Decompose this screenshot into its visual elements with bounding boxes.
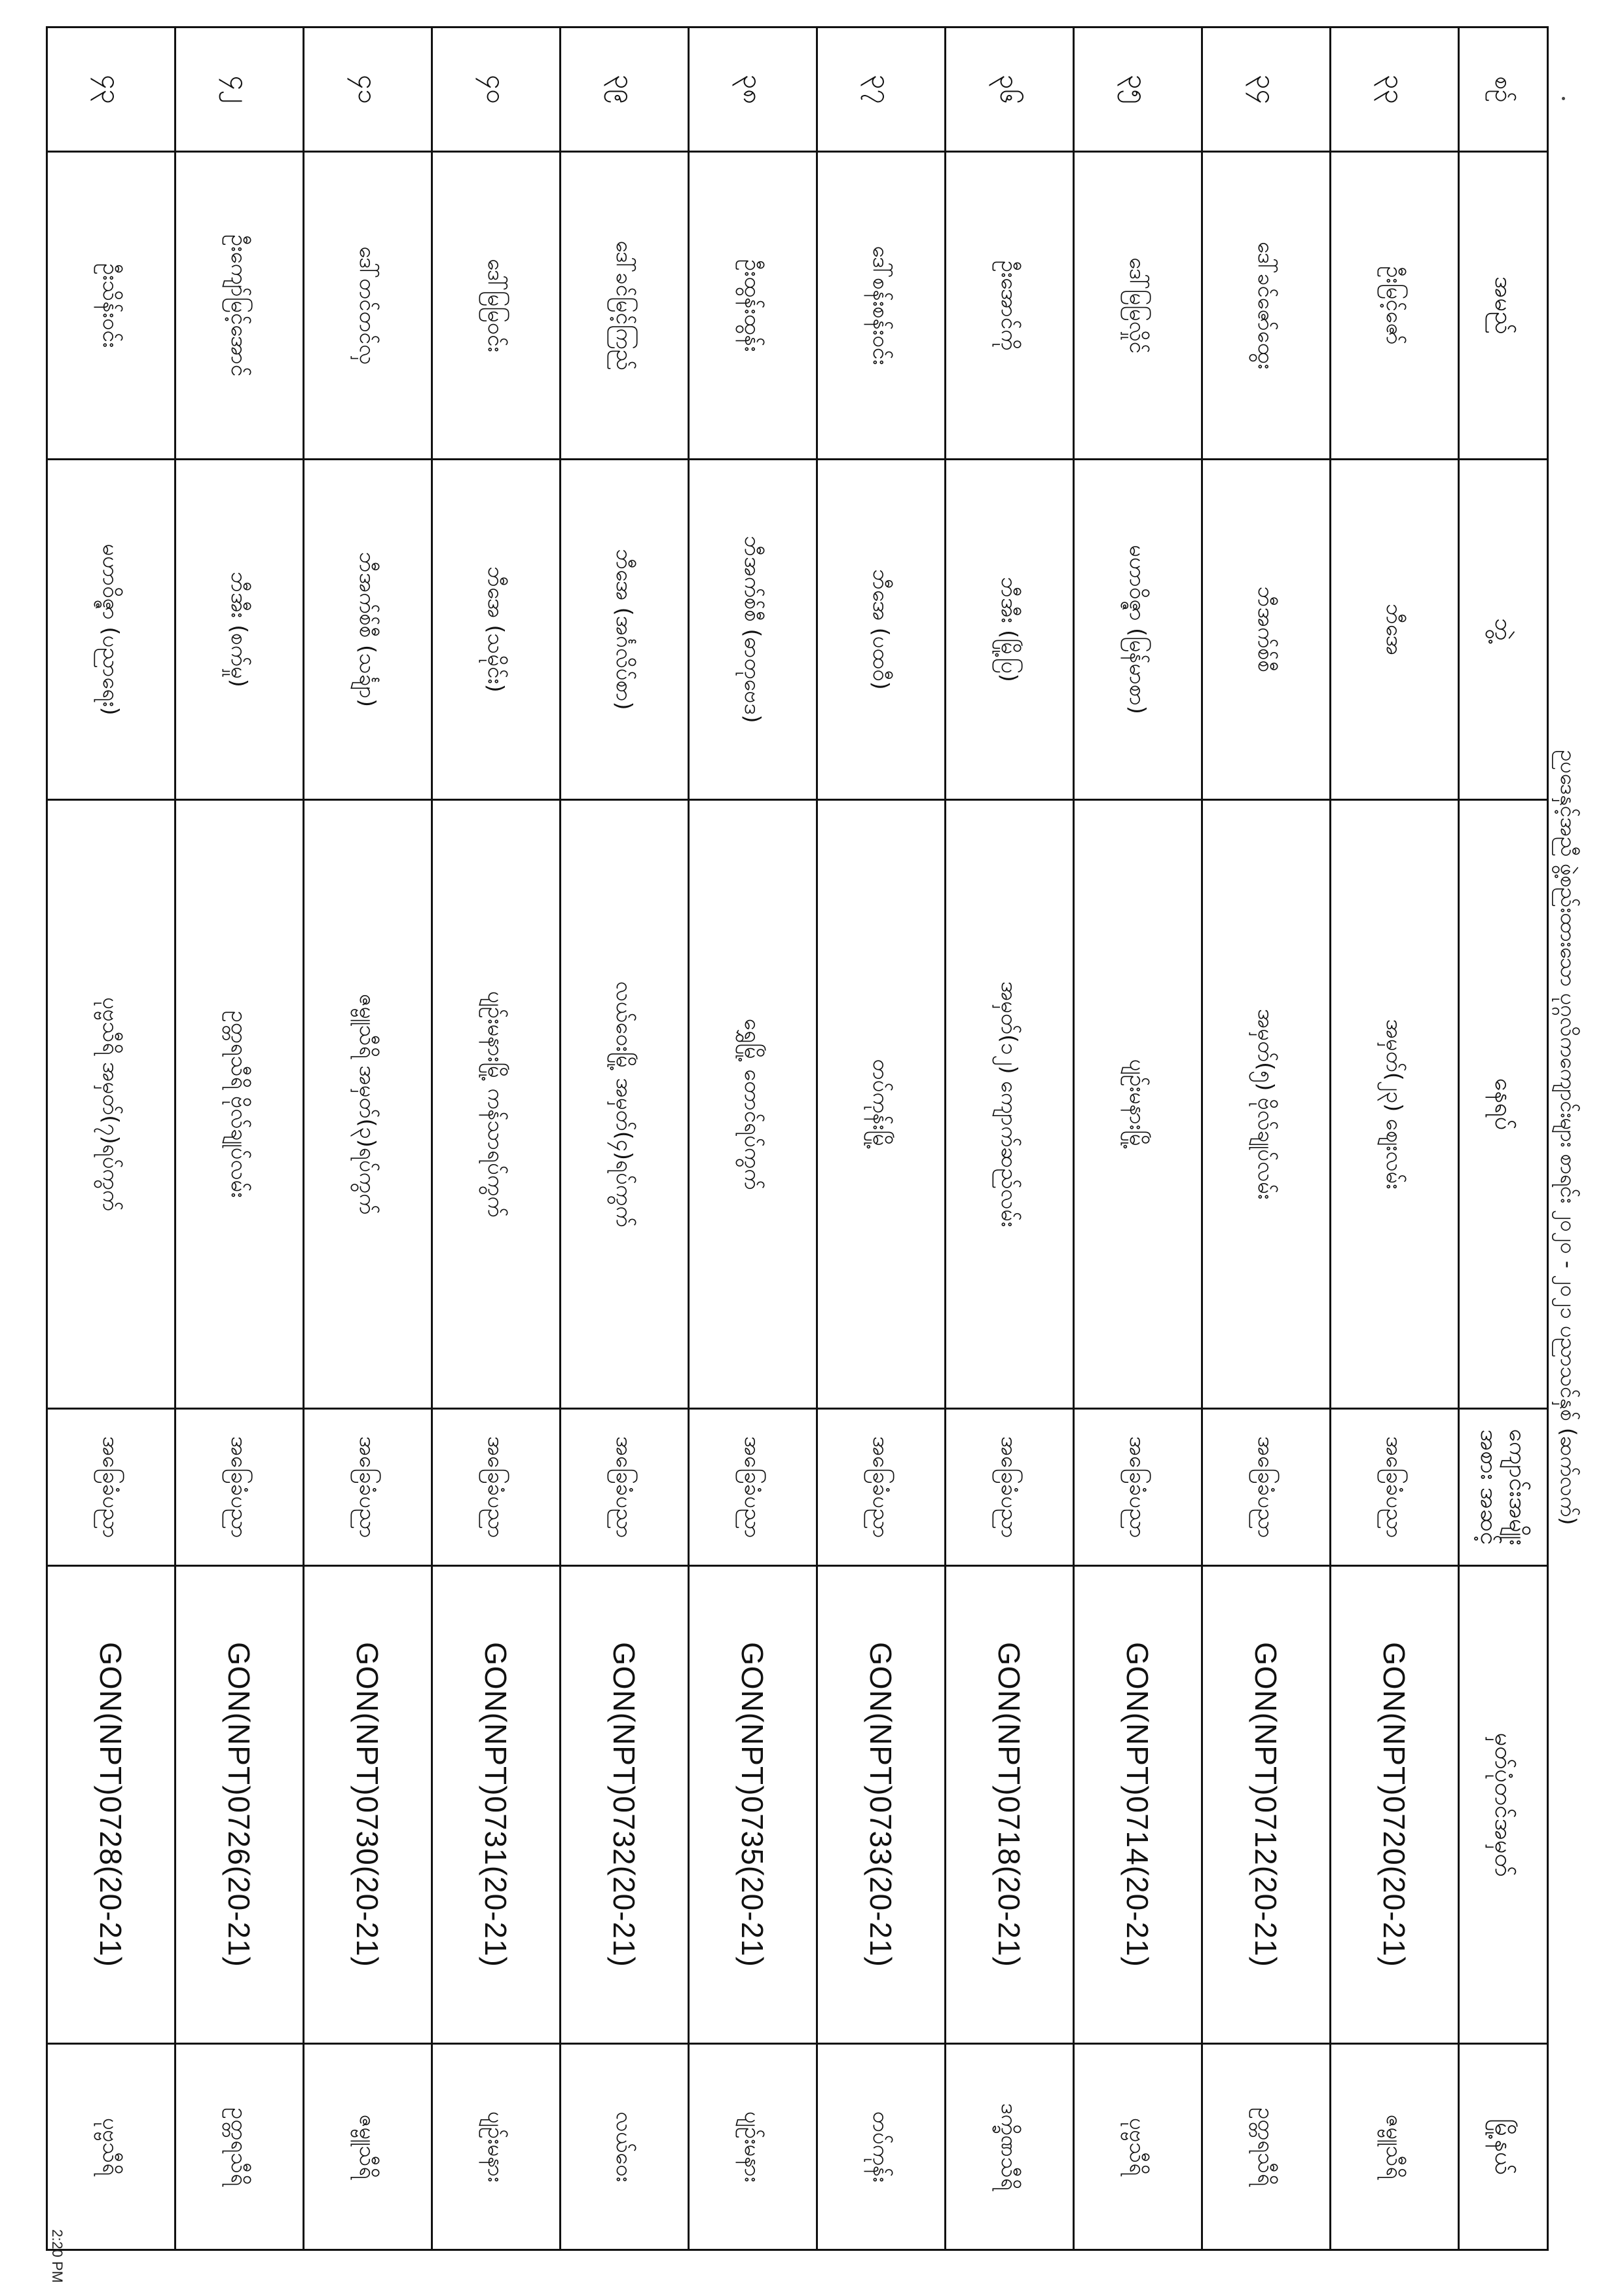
row-number: ၃၆ (946, 27, 1074, 152)
table-row (1202, 27, 1331, 2250)
header-address: နေရပ် (1459, 800, 1548, 1409)
school-address: ဇမ္ဗူသီရိ အမှတ်(၃)ရပ်ကွက် (304, 800, 432, 1409)
owner-degree: မဟာဝိဇ္ဇာ (ပညာရေး) (47, 460, 175, 800)
table-row (946, 27, 1074, 2250)
header-degree: ဘွဲ့ (1459, 460, 1548, 800)
township: ဒက္ခိဏသီရိ (946, 2044, 1074, 2250)
rotated-landscape-content (39, 26, 1588, 2249)
owner-degree: ဘီအီး (စက်မှု) (175, 460, 304, 800)
owner-name: ဒေါ်တင်တင်လှ (304, 152, 432, 460)
township: ပျဉ်းမနား (432, 2044, 561, 2250)
registration-code: GON(NPT)0731(20-21) (432, 1566, 561, 2044)
township: လယ်ဝေး (561, 2044, 689, 2250)
row-number: ၃၉ (561, 27, 689, 152)
school-grade: အခြေခံပညာ (561, 1409, 689, 1566)
township: တပ်ကုန်း (817, 2044, 946, 2250)
school-grade: အခြေခံပညာ (175, 1409, 304, 1566)
footer-timestamp: 2:20 PM (49, 2229, 65, 2283)
owner-name: ဒေါ်မြမြလှိုင် (1074, 152, 1202, 460)
owner-degree: ဘီအီး (မြို့ပြ) (946, 460, 1074, 800)
table-header-row (1459, 27, 1548, 2250)
table-row (304, 27, 432, 2250)
owner-degree: ဘီအေ (ပထဝီ) (817, 460, 946, 800)
township: ဇမ္ဗူသီရိ (1331, 2044, 1459, 2250)
row-number: ၄၃ (47, 27, 175, 152)
township: ဥတ္တရသီရိ (1202, 2044, 1331, 2250)
table-row (689, 27, 817, 2250)
registration-code: GON(NPT)0726(20-21) (175, 1566, 304, 2044)
township: ပုဗ္ဗသီရိ (47, 2044, 175, 2250)
owner-degree: ဘီအေ (သမိုင်း) (432, 460, 561, 800)
document-title: ဉပဒေနှင့်အညီ ဖွဲ့စည်းထားသော ပုဂ္ဂလိကကျောင်းများ စာရင်း ၂၀၂၀ - ၂၀၂၁ ပညာသင်နှစ် (ဆက်လက်) (1556, 750, 1581, 1525)
school-grade: အခြေခံပညာ (1074, 1409, 1202, 1566)
table-row (47, 27, 175, 2250)
school-address: အမှတ်(၂၃) ဈေးလမ်း (1331, 800, 1459, 1409)
table-row (561, 27, 689, 2250)
registration-code: GON(NPT)0733(20-21) (817, 1566, 946, 2044)
header-township: မြို့နယ် (1459, 2044, 1548, 2250)
registration-code: GON(NPT)0730(20-21) (304, 1566, 432, 2044)
owner-name: ဦးမြင့်ဇော် (1331, 152, 1459, 460)
header-no: စဉ် (1459, 27, 1548, 152)
owner-name: ဒေါ်ခင်ဇော်ထွေး (1202, 152, 1331, 460)
school-address: လယ်ဝေးမြို့ အမှတ်(၄)ရပ်ကွက် (561, 800, 689, 1409)
registration-code: GON(NPT)0732(20-21) (561, 1566, 689, 2044)
registration-code: GON(NPT)0712(20-21) (1202, 1566, 1331, 2044)
school-registration-table (46, 26, 1549, 2251)
owner-name: ဒေါ်ခင်မြင့်ကြည် (561, 152, 689, 460)
owner-degree: ဘီအေ (အင်္ဂလိပ်စာ) (561, 460, 689, 800)
owner-name: ဦးကျော်မြင့်အောင် (175, 152, 304, 460)
township: ပျဉ်းမနား (689, 2044, 817, 2250)
township: ဥတ္တရသီရိ (175, 2044, 304, 2250)
row-number: ၄၁ (304, 27, 432, 152)
school-address: ပုဗ္ဗသီရိ အမှတ်(၇)ရပ်ကွက် (47, 800, 175, 1409)
school-grade: အခြေခံပညာ (1331, 1409, 1459, 1566)
header-name: အမည် (1459, 152, 1548, 460)
owner-degree: ဘီအက်စ်စီ (ဓာတုဗေဒ) (689, 460, 817, 800)
owner-name: ဦးထွန်းထွန်း (689, 152, 817, 460)
registration-code: GON(NPT)0714(20-21) (1074, 1566, 1202, 2044)
township: ပုဗ္ဗသီရိ (1074, 2044, 1202, 2250)
school-address: အမှတ်(၅) ဗိုလ်ချုပ်လမ်း (1202, 800, 1331, 1409)
row-number: ၃၃ (1331, 27, 1459, 152)
registration-code: GON(NPT)0720(20-21) (1331, 1566, 1459, 2044)
row-number: ၃၄ (1202, 27, 1331, 152)
school-address: ပျဉ်းမနားမြို့ ကန်သာရပ်ကွက် (432, 800, 561, 1409)
registration-code: GON(NPT)0718(20-21) (946, 1566, 1074, 2044)
school-grade: အခြေခံပညာ (47, 1409, 175, 1566)
school-grade: အခြေခံပညာ (304, 1409, 432, 1566)
table-row (175, 27, 304, 2250)
owner-name: ဦးသိန်းဝင်း (47, 152, 175, 460)
header-registration-code: မှတ်ပုံတင်အမှတ် (1459, 1566, 1548, 2044)
school-grade: အခြေခံပညာ (946, 1409, 1074, 1566)
owner-name: ဒေါ်စန်းစန်းဝင်း (817, 152, 946, 460)
registration-code: GON(NPT)0735(20-21) (689, 1566, 817, 2044)
school-address: ပျဉ်းမနားမြို့ (1074, 800, 1202, 1409)
school-address: အမှတ်(၁၂) ကျောက်ဆည်လမ်း (946, 800, 1074, 1409)
owner-degree: ဘီအက်စ်စီ (1202, 460, 1331, 800)
school-address: တပ်ကုန်းမြို့ (817, 800, 946, 1409)
row-number: ၄၂ (175, 27, 304, 152)
row-number: ၃၇ (817, 27, 946, 152)
owner-name: ဒေါ်မြမြဝင်း (432, 152, 561, 460)
owner-degree: ဘီအေ (1331, 460, 1459, 800)
row-number: ၄၀ (432, 27, 561, 152)
row-number: ၃၈ (689, 27, 817, 152)
owner-degree: မဟာဝိဇ္ဇာ (မြန်မာစာ) (1074, 460, 1202, 800)
school-grade: အခြေခံပညာ (817, 1409, 946, 1566)
owner-degree: ဘီအက်စ်စီ (သင်္ချာ) (304, 460, 432, 800)
registration-code: GON(NPT)0728(20-21) (47, 1566, 175, 2044)
table-row (1074, 27, 1202, 2250)
header-grade: ကျောင်းအမျိုးအစား အဆင့် (1459, 1409, 1548, 1566)
table-row (1331, 27, 1459, 2250)
row-number: ၃၅ (1074, 27, 1202, 152)
township: ဇမ္ဗူသီရိ (304, 2044, 432, 2250)
owner-name: ဦးအောင်ကို (946, 152, 1074, 460)
school-address: ဥတ္တရသီရိ ဗိုလ်ချုပ်လမ်း (175, 800, 304, 1409)
table-row (432, 27, 561, 2250)
school-grade: အခြေခံပညာ (689, 1409, 817, 1566)
school-grade: အခြေခံပညာ (432, 1409, 561, 1566)
table-row (817, 27, 946, 2250)
school-address: ရွှေမြို့ တောင်ရပ်ကွက် (689, 800, 817, 1409)
school-grade: အခြေခံပညာ (1202, 1409, 1331, 1566)
